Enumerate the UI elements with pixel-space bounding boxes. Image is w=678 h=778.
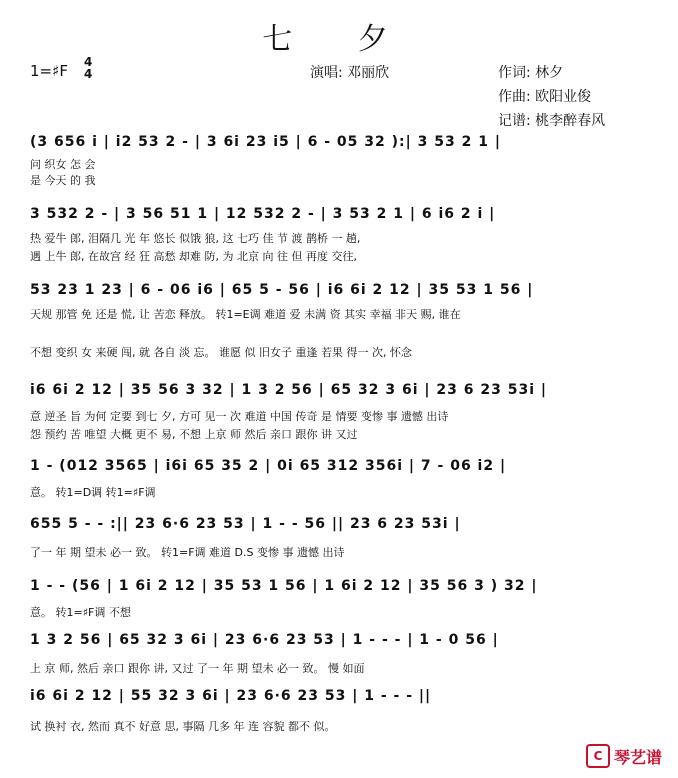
lyric-line-6: 了一 年 期 望未 必一 致。 转1=F调 难道 D.S 变惨 事 遗憾 出诗 (30, 546, 345, 559)
page-title: 七 夕 (262, 22, 416, 57)
lyric-line-3a: 天规 那管 免 还是 慌, 让 苦恋 释放。 转1=E调 难道 爱 未满 资 其实 幸福 非天 赐, 谁在 (30, 308, 461, 321)
score-line-9: i6 6i 2 12 | 55 32 3 6i | 23 6·6 23 53 | 1 - - - || (30, 688, 432, 704)
lyric-line-7: 意。 转1=♯F调 不想 (30, 606, 131, 619)
site-logo (586, 744, 662, 768)
score-line-8: 1 3 2 56 | 65 32 3 6i | 23 6·6 23 53 | 1 - - - | 1 - 0 56 | (30, 632, 499, 648)
score-line-1: (3 656 i | i2 53 2 - | 3 6i 23 i5 | 6 - 05 32 ):| 3 53 2 1 | (30, 134, 501, 150)
score-line-4: i6 6i 2 12 | 35 56 3 32 | 1 3 2 56 | 65 32 3 6i | 23 6 23 53i | (30, 382, 547, 398)
time-signature-top: 4 (84, 55, 93, 69)
lyric-line-9: 试 换衬 衣, 然而 真不 好意 思, 事隔 几多 年 连 容貌 都不 似。 (30, 720, 336, 733)
lyric-line-2a: 热 爱牛 郎, 泪隔几 光 年 悠长 似饿 狼, 这 七巧 佳 节 渡 鹊桥 一 趟, (30, 232, 361, 245)
lyric-line-1b: 是 今天 的 我 (30, 174, 96, 187)
time-signature-bottom: 4 (84, 67, 93, 81)
transcriber-credit: 记谱: 桃李醉春风 (498, 113, 606, 129)
score-line-6: 655 5 - - :|| 23 6·6 23 53 | 1 - - 56 || 23 6 23 53i | (30, 516, 461, 532)
logo-text: 琴艺谱 (613, 747, 662, 767)
lyric-line-8: 上 京 师, 然后 亲口 跟你 讲, 又过 了一 年 期 望未 必一 致。 慢 如面 (30, 662, 365, 675)
composer-credit: 作曲: 欧阳业俊 (498, 89, 592, 105)
singer-credit: 演唱: 邓丽欣 (310, 65, 390, 81)
score-line-3: 53 23 1 23 | 6 - 06 i6 | 65 5 - 56 | i6 6i 2 12 | 35 53 1 56 | (30, 282, 534, 298)
score-line-7: 1 - - (56 | 1 6i 2 12 | 35 53 1 56 | 1 6i 2 12 | 35 56 3 ) 32 | (30, 578, 538, 594)
lyric-line-1a: 问 织女 怎 会 (30, 158, 96, 171)
lyric-line-4a: 意 逆圣 旨 为何 定要 到七 夕, 方可 见一 次 难道 中国 传奇 是 情要 变惨 事 遗憾 出诗 (30, 410, 449, 423)
key-signature: 1=♯F (30, 62, 68, 80)
score-line-5: 1 - (012 3565 | i6i 65 35 2 | 0i 65 312 356i | 7 - 06 i2 | (30, 458, 507, 474)
lyric-line-4b: 怨 预约 苦 唯望 大概 更不 易, 不想 上京 师 然后 亲口 跟你 讲 又过 (30, 428, 358, 441)
lyric-line-5: 意。 转1=D调 转1=♯F调 (30, 486, 156, 499)
logo-mark-icon: C (586, 744, 610, 768)
lyricist-credit: 作词: 林夕 (498, 65, 564, 81)
time-signature (84, 56, 92, 80)
lyric-line-3b: 不想 变织 女 来硬 闯, 就 各自 淡 忘。 谁愿 似 旧女子 重逢 若果 得一 次, 怀念 (30, 346, 412, 359)
score-line-2: 3 532 2 - | 3 56 51 1 | 12 532 2 - | 3 53 2 1 | 6 i6 2 i | (30, 206, 496, 222)
lyric-line-2b: 遇 上牛 郎, 在故宫 经 狂 高愁 却难 防, 为 北京 向 往 但 再度 交往, (30, 250, 357, 263)
